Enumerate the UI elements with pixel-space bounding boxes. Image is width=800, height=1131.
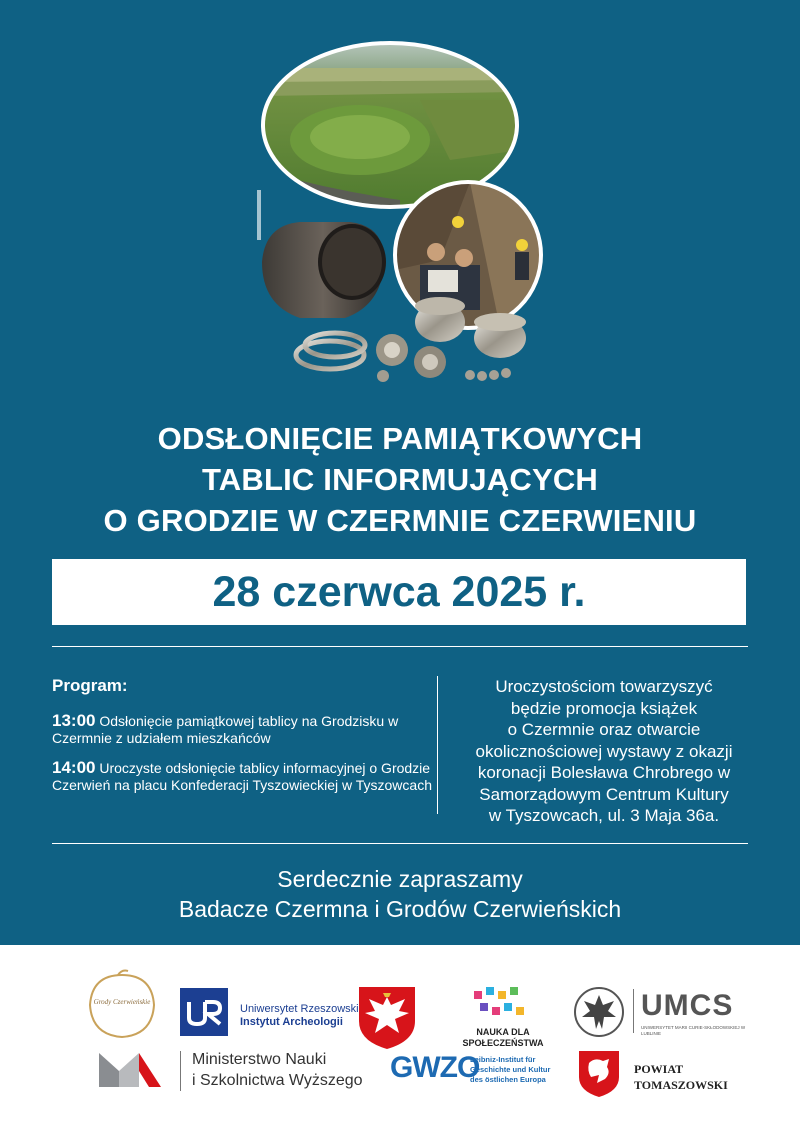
nauka-logo-text bbox=[453, 1027, 553, 1049]
invitation-line-2: Badacze Czermna i Grodów Czerwieńskich bbox=[178, 896, 622, 922]
program-item-text: Uroczyste odsłonięcie tablicy informacyjnej o Grodzie Czerwień na placu Konfederacji Tyszowieckiej w Tyszowcach bbox=[52, 760, 432, 793]
mnisw-logo-icon bbox=[97, 1049, 163, 1089]
nauka-line-1: NAUKA DLA bbox=[476, 1027, 530, 1037]
column-divider bbox=[437, 676, 438, 814]
divider-bottom bbox=[52, 843, 748, 844]
umcs-divider bbox=[633, 989, 634, 1033]
accompanying-events bbox=[445, 676, 763, 827]
ceramic-pot-photo bbox=[262, 222, 386, 318]
program-section bbox=[52, 676, 432, 806]
grody-czerwienskie-logo bbox=[82, 967, 162, 1042]
info-line: będzie promocja książek bbox=[510, 698, 698, 718]
gwzo-line-1: Leibniz-Institut für bbox=[470, 1055, 536, 1064]
mnisw-line-2: i Szkolnictwa Wyższego bbox=[192, 1072, 363, 1089]
nauka-dla-spoleczenstwa-icon bbox=[470, 985, 530, 1021]
info-line: Uroczystościom towarzyszyć bbox=[495, 677, 713, 696]
program-heading: Program: bbox=[52, 676, 128, 695]
title-line-2: TABLIC INFORMUJĄCYCH bbox=[201, 462, 599, 497]
umcs-crest-icon bbox=[572, 985, 626, 1039]
invitation bbox=[0, 864, 800, 924]
ur-logo-mark bbox=[180, 988, 228, 1036]
ur-icon bbox=[180, 988, 228, 1036]
event-date: 28 czerwca 2025 r. bbox=[212, 568, 586, 616]
ur-logo-text bbox=[240, 1003, 359, 1029]
powiat-crest-icon bbox=[577, 1049, 621, 1099]
gwzo-line-2: Geschichte und Kultur bbox=[470, 1065, 551, 1074]
program-item bbox=[52, 759, 432, 794]
ur-institute: Instytut Archeologii bbox=[240, 1016, 343, 1028]
info-line: o Czermnie oraz otwarcie bbox=[507, 720, 701, 739]
divider-top bbox=[52, 646, 748, 647]
umcs-subtitle: UNIWERSYTET MARII CURIE-SKŁODOWSKIEJ W LUBLINIE bbox=[641, 1025, 746, 1036]
title-line-3: O GRODZIE W CZERMNIE CZERWIENIU bbox=[103, 503, 697, 538]
gwzo-logo-text bbox=[470, 1055, 550, 1085]
event-title bbox=[0, 418, 800, 541]
umcs-name: UMCS bbox=[641, 989, 734, 1022]
mnisw-logo-text bbox=[192, 1049, 363, 1091]
partner-logos bbox=[0, 945, 800, 1131]
lubelskie-crest-icon bbox=[355, 983, 419, 1051]
gwzo-line-3: des östlichen Europa bbox=[470, 1075, 546, 1084]
mnisw-line-1: Ministerstwo Nauki bbox=[192, 1051, 327, 1068]
program-item bbox=[52, 712, 432, 747]
powiat-line-2: TOMASZOWSKI bbox=[634, 1078, 728, 1092]
info-line: w Tyszowcach, ul. 3 Maja 36a. bbox=[488, 806, 720, 825]
gwzo-logo-mark: GWZO bbox=[390, 1051, 480, 1084]
program-item-time: 13:00 bbox=[52, 711, 96, 730]
grody-logo-text: Grody Czerwieńskie bbox=[93, 998, 151, 1006]
powiat-line-1: POWIAT bbox=[634, 1062, 684, 1076]
title-line-1: ODSŁONIĘCIE PAMIĄTKOWYCH bbox=[157, 421, 643, 456]
info-line: koronacji Bolesława Chrobrego w bbox=[477, 763, 731, 782]
program-item-time: 14:00 bbox=[52, 758, 96, 777]
event-date-banner bbox=[52, 559, 746, 625]
hero-photo-collage bbox=[0, 0, 800, 400]
mnisw-divider bbox=[180, 1051, 181, 1091]
powiat-logo-text bbox=[634, 1061, 728, 1093]
nauka-line-2: SPOŁECZEŃSTWA bbox=[462, 1038, 544, 1048]
info-line: Samorządowym Centrum Kultury bbox=[479, 784, 729, 804]
ur-name: Uniwersytet Rzeszowski bbox=[240, 1003, 359, 1015]
program-item-text: Odsłonięcie pamiątkowej tablicy na Grodzisku w Czermnie z udziałem mieszkańców bbox=[52, 713, 399, 746]
info-line: okolicznościowej wystawy z okazji bbox=[475, 741, 733, 761]
invitation-line-1: Serdecznie zapraszamy bbox=[277, 866, 523, 892]
